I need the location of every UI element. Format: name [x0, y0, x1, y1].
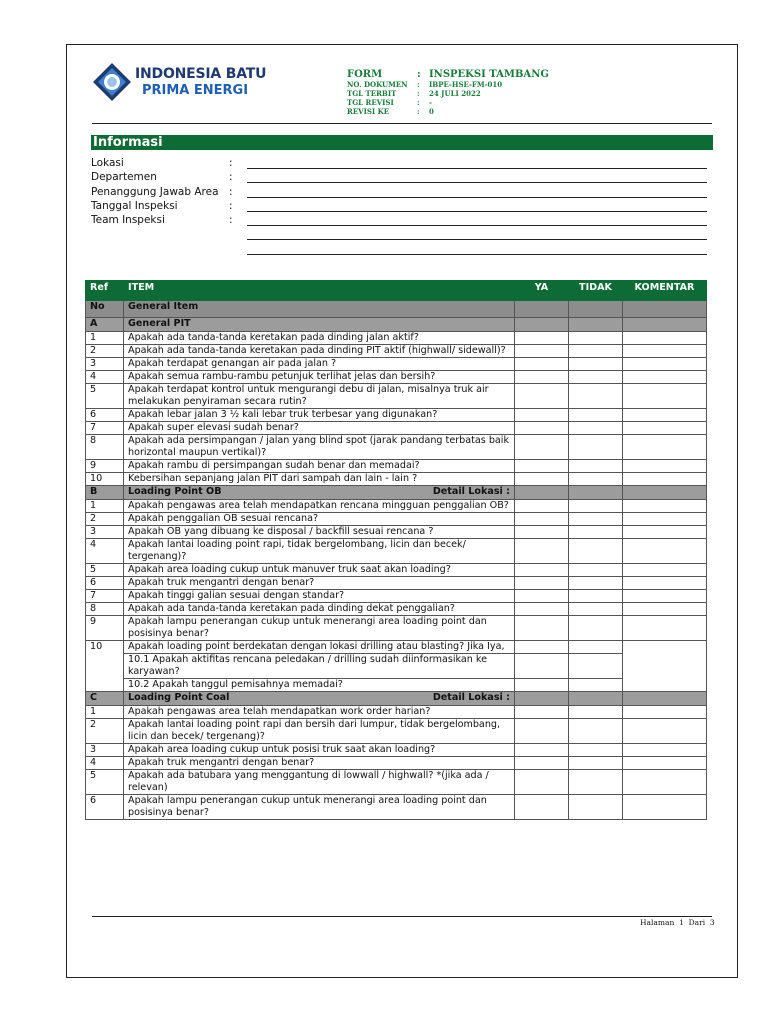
tidak-checkbox-cell[interactable]: [569, 526, 623, 539]
komentar-cell[interactable]: [623, 641, 707, 692]
row-ref: 6: [86, 577, 124, 590]
row-ref: 1: [86, 706, 124, 719]
info-colon: :: [229, 199, 233, 212]
section-title-informasi: Informasi: [91, 135, 713, 150]
row-question: Apakah lantai loading point rapi, tidak bergelombang, licin dan becek/ tergenang)?: [124, 539, 515, 564]
checklist-row: [86, 706, 707, 719]
checklist-row: [86, 422, 707, 435]
row-question: Apakah penggalian OB sesuai rencana?: [124, 513, 515, 526]
section-komentar: [623, 318, 707, 332]
komentar-cell[interactable]: [623, 358, 707, 371]
section-ya: [515, 486, 569, 500]
tidak-checkbox-cell[interactable]: [569, 719, 623, 744]
checklist-row: [86, 513, 707, 526]
row-ref: 2: [86, 513, 124, 526]
tidak-checkbox-cell[interactable]: [569, 513, 623, 526]
checklist-row: [86, 577, 707, 590]
row-question: Apakah pengawas area telah mendapatkan work order harian?: [124, 706, 515, 719]
section-tidak: [569, 692, 623, 706]
info-row-lokasi: [91, 157, 711, 171]
checklist-row: [86, 332, 707, 345]
ya-checkbox-cell[interactable]: [515, 706, 569, 719]
komentar-cell[interactable]: [623, 795, 707, 820]
doc-info-sep: :: [417, 80, 420, 89]
checklist-body: [86, 281, 707, 820]
row-question: Apakah lebar jalan 3 ½ kali lebar truk terbesar yang digunakan?: [124, 409, 515, 422]
komentar-cell[interactable]: [623, 422, 707, 435]
section-ya: [515, 692, 569, 706]
ya-checkbox-cell[interactable]: [515, 757, 569, 770]
section-ref: A: [86, 318, 124, 332]
tidak-checkbox-cell[interactable]: [569, 422, 623, 435]
ya-checkbox-cell[interactable]: [515, 603, 569, 616]
section-title: General PIT: [128, 318, 191, 329]
footer-divider: [92, 916, 712, 917]
document-info: [347, 69, 549, 116]
checklist-row: [86, 719, 707, 744]
row-ref: 9: [86, 460, 124, 473]
doc-info-value: 0: [429, 107, 434, 116]
section-title-cell: [124, 318, 515, 332]
section-komentar: [623, 692, 707, 706]
tidak-checkbox-cell[interactable]: [569, 616, 623, 641]
komentar-cell[interactable]: [623, 706, 707, 719]
row-subquestion: 10.1 Apakah aktifitas rencana peledakan / drilling sudah diinformasikan ke karyawan?: [124, 654, 515, 679]
row-ref: 10: [86, 473, 124, 486]
row-ref: 7: [86, 422, 124, 435]
row-question: Apakah semua rambu-rambu petunjuk terlihat jelas dan bersih?: [124, 371, 515, 384]
doc-info-row: [347, 89, 549, 98]
row-question: Apakah ada tanda-tanda keretakan pada dinding dekat penggalian?: [124, 603, 515, 616]
section-tidak: [569, 486, 623, 500]
row-question: Apakah pengawas area telah mendapatkan rencana mingguan penggalian OB?: [124, 500, 515, 513]
header-ref: Ref: [86, 281, 124, 301]
row-question: Apakah truk mengantri dengan benar?: [124, 577, 515, 590]
doc-info-key: TGL REVISI: [347, 98, 394, 107]
row-ref: 4: [86, 371, 124, 384]
tidak-checkbox-cell[interactable]: [569, 654, 623, 679]
checklist-row: [86, 590, 707, 603]
ya-checkbox-cell[interactable]: [515, 371, 569, 384]
row-question: Apakah ada tanda-tanda keretakan pada dinding jalan aktif?: [124, 332, 515, 345]
checklist-row: [86, 795, 707, 820]
general-ref: No: [86, 301, 124, 318]
komentar-cell[interactable]: [623, 371, 707, 384]
komentar-cell[interactable]: [623, 577, 707, 590]
row-ref: 9: [86, 616, 124, 641]
row-question: Apakah area loading cukup untuk manuver truk saat akan loading?: [124, 564, 515, 577]
fill-in-line[interactable]: [247, 239, 707, 240]
header-komentar: KOMENTAR: [623, 281, 707, 301]
komentar-cell[interactable]: [623, 616, 707, 641]
ya-checkbox-cell[interactable]: [515, 744, 569, 757]
general-tidak: [569, 301, 623, 318]
row-ref: 3: [86, 358, 124, 371]
table-header-row: [86, 281, 707, 301]
row-ref: 6: [86, 795, 124, 820]
section-title: Loading Point Coal: [128, 692, 230, 703]
info-colon: :: [229, 185, 233, 198]
row-ref: 6: [86, 409, 124, 422]
row-question: Apakah tinggi galian sesuai dengan standar?: [124, 590, 515, 603]
header-item: ITEM: [124, 281, 515, 301]
tidak-checkbox-cell[interactable]: [569, 473, 623, 486]
doc-info-row: [347, 80, 549, 89]
komentar-cell[interactable]: [623, 526, 707, 539]
row-ref: 5: [86, 770, 124, 795]
info-label: Departemen: [91, 171, 157, 184]
komentar-cell[interactable]: [623, 435, 707, 460]
ya-checkbox-cell[interactable]: [515, 473, 569, 486]
ya-checkbox-cell[interactable]: [515, 384, 569, 409]
detail-lokasi-label: Detail Lokasi :: [432, 486, 510, 497]
tidak-checkbox-cell[interactable]: [569, 358, 623, 371]
ya-checkbox-cell[interactable]: [515, 526, 569, 539]
general-item-title: General Item: [124, 301, 515, 318]
row-question: Apakah area loading cukup untuk posisi truk saat akan loading?: [124, 744, 515, 757]
komentar-cell[interactable]: [623, 539, 707, 564]
komentar-cell[interactable]: [623, 332, 707, 345]
doc-info-value: INSPEKSI TAMBANG: [429, 69, 549, 80]
ya-checkbox-cell[interactable]: [515, 435, 569, 460]
checklist-row: [86, 744, 707, 757]
fill-in-line[interactable]: [247, 211, 707, 212]
doc-info-key: TGL TERBIT: [347, 89, 397, 98]
section-row: [86, 692, 707, 706]
checklist-row: [86, 770, 707, 795]
checklist-subrow: [86, 654, 707, 679]
info-row-extra: [91, 243, 711, 257]
ya-checkbox-cell[interactable]: [515, 460, 569, 473]
section-row: [86, 486, 707, 500]
checklist-row: [86, 500, 707, 513]
row-question: Apakah lampu penerangan cukup untuk menerangi area loading point dan posisinya benar?: [124, 795, 515, 820]
row-question: Apakah ada batubara yang menggantung di lowwall / highwall? *(jika ada / relevan): [124, 770, 515, 795]
info-row-extra: [91, 228, 711, 242]
tidak-checkbox-cell[interactable]: [569, 539, 623, 564]
checklist-row: [86, 616, 707, 641]
tidak-checkbox-cell[interactable]: [569, 744, 623, 757]
page-number: 1: [679, 918, 684, 927]
row-question: Apakah ada persimpangan / jalan yang blind spot (jarak pandang terbatas baik horizontal maupun vertikal)?: [124, 435, 515, 460]
checklist-row: [86, 409, 707, 422]
section-ref: C: [86, 692, 124, 706]
tidak-checkbox-cell[interactable]: [569, 564, 623, 577]
ya-checkbox-cell[interactable]: [515, 770, 569, 795]
info-row-departemen: [91, 171, 711, 185]
tidak-checkbox-cell[interactable]: [569, 679, 623, 692]
tidak-checkbox-cell[interactable]: [569, 500, 623, 513]
checklist-row: [86, 641, 707, 654]
page-total: 3: [709, 918, 715, 927]
checklist-row: [86, 757, 707, 770]
doc-info-key: NO. DOKUMEN: [347, 80, 408, 89]
tidak-checkbox-cell[interactable]: [569, 757, 623, 770]
doc-info-value: -: [429, 98, 432, 107]
page-indicator: [640, 918, 715, 927]
row-question: Apakah OB yang dibuang ke disposal / backfill sesuai rencana ?: [124, 526, 515, 539]
ya-checkbox-cell[interactable]: [515, 795, 569, 820]
komentar-cell[interactable]: [623, 744, 707, 757]
company-name-line2: PRIMA ENERGI: [142, 83, 249, 98]
info-label: Lokasi: [91, 157, 124, 169]
header-tidak: TIDAK: [569, 281, 623, 301]
info-label: Team Inspeksi: [91, 214, 165, 227]
doc-info-row: [347, 107, 549, 116]
tidak-checkbox-cell[interactable]: [569, 706, 623, 719]
fill-in-line[interactable]: [247, 254, 707, 255]
doc-info-row: [347, 98, 549, 107]
tidak-checkbox-cell[interactable]: [569, 371, 623, 384]
ya-checkbox-cell[interactable]: [515, 358, 569, 371]
checklist-row: [86, 473, 707, 486]
row-ref: 7: [86, 590, 124, 603]
tidak-checkbox-cell[interactable]: [569, 345, 623, 358]
info-colon: :: [229, 214, 233, 227]
fill-in-line[interactable]: [247, 168, 707, 169]
doc-info-sep: :: [417, 107, 420, 116]
doc-info-value: 24 JULI 2022: [429, 89, 481, 98]
doc-info-sep: :: [417, 98, 420, 107]
doc-info-value: IBPE-HSE-FM-010: [429, 80, 503, 89]
ya-checkbox-cell[interactable]: [515, 513, 569, 526]
tidak-checkbox-cell[interactable]: [569, 384, 623, 409]
section-row: [86, 318, 707, 332]
section-ref: B: [86, 486, 124, 500]
info-row-team: [91, 214, 711, 228]
ya-checkbox-cell[interactable]: [515, 500, 569, 513]
info-row-tanggal: [91, 200, 711, 214]
tidak-checkbox-cell[interactable]: [569, 770, 623, 795]
doc-info-row: [347, 69, 549, 80]
doc-info-sep: :: [417, 89, 420, 98]
general-komentar: [623, 301, 707, 318]
row-question: Apakah truk mengantri dengan benar?: [124, 757, 515, 770]
komentar-cell[interactable]: [623, 590, 707, 603]
info-colon: :: [229, 157, 233, 169]
tidak-checkbox-cell[interactable]: [569, 460, 623, 473]
komentar-cell[interactable]: [623, 384, 707, 409]
header-ya: YA: [515, 281, 569, 301]
ya-checkbox-cell[interactable]: [515, 409, 569, 422]
row-ref: 1: [86, 500, 124, 513]
checklist-row: [86, 603, 707, 616]
section-title: Loading Point OB: [128, 486, 222, 497]
info-label: Tanggal Inspeksi: [91, 199, 178, 212]
info-fields: [91, 157, 711, 257]
row-question: Apakah loading point berdekatan dengan lokasi drilling atau blasting? Jika Iya,: [124, 641, 515, 654]
komentar-cell[interactable]: [623, 770, 707, 795]
row-question: Apakah terdapat kontrol untuk mengurangi debu di jalan, misalnya truk air melakukan penyiraman secara rutin?: [124, 384, 515, 409]
ya-checkbox-cell[interactable]: [515, 654, 569, 679]
page-label: Halaman: [640, 918, 675, 927]
checklist-row: [86, 460, 707, 473]
general-ya: [515, 301, 569, 318]
row-ref: 8: [86, 435, 124, 460]
komentar-cell[interactable]: [623, 719, 707, 744]
row-ref: 1: [86, 332, 124, 345]
section-tidak: [569, 318, 623, 332]
komentar-cell[interactable]: [623, 473, 707, 486]
komentar-cell[interactable]: [623, 513, 707, 526]
info-row-penanggung-jawab: [91, 186, 711, 200]
section-ya: [515, 318, 569, 332]
tidak-checkbox-cell[interactable]: [569, 332, 623, 345]
tidak-checkbox-cell[interactable]: [569, 409, 623, 422]
tidak-checkbox-cell[interactable]: [569, 577, 623, 590]
tidak-checkbox-cell[interactable]: [569, 641, 623, 654]
row-ref: 4: [86, 539, 124, 564]
komentar-cell[interactable]: [623, 460, 707, 473]
ya-checkbox-cell[interactable]: [515, 422, 569, 435]
ya-checkbox-cell[interactable]: [515, 332, 569, 345]
row-question: Apakah terdapat genangan air pada jalan ?: [124, 358, 515, 371]
page-of-label: Dari: [688, 918, 706, 927]
row-question: Kebersihan sepanjang jalan PIT dari sampah dan lain - lain ?: [124, 473, 515, 486]
company-name-line1: INDONESIA BATU: [135, 66, 267, 82]
ya-checkbox-cell[interactable]: [515, 345, 569, 358]
ya-checkbox-cell[interactable]: [515, 679, 569, 692]
fill-in-line[interactable]: [247, 197, 707, 198]
checklist-row: [86, 526, 707, 539]
checklist-row: [86, 358, 707, 371]
checklist-row: [86, 345, 707, 358]
row-question: Apakah lampu penerangan cukup untuk menerangi area loading point dan posisinya benar?: [124, 616, 515, 641]
row-question: Apakah rambu di persimpangan sudah benar dan memadai?: [124, 460, 515, 473]
fill-in-line[interactable]: [247, 182, 707, 183]
ya-checkbox-cell[interactable]: [515, 564, 569, 577]
row-ref: 10: [86, 641, 124, 692]
row-subquestion: 10.2 Apakah tanggul pemisahnya memadai?: [124, 679, 515, 692]
info-colon: :: [229, 171, 233, 184]
fill-in-line[interactable]: [247, 225, 707, 226]
company-logo: [92, 62, 132, 102]
komentar-cell[interactable]: [623, 345, 707, 358]
checklist-row: [86, 435, 707, 460]
general-item-row: [86, 301, 707, 318]
header-divider: [92, 123, 712, 124]
ya-checkbox-cell[interactable]: [515, 577, 569, 590]
section-komentar: [623, 486, 707, 500]
tidak-checkbox-cell[interactable]: [569, 795, 623, 820]
row-question: Apakah ada tanda-tanda keretakan pada dinding PIT aktif (highwall/ sidewall)?: [124, 345, 515, 358]
komentar-cell[interactable]: [623, 757, 707, 770]
checklist-row: [86, 384, 707, 409]
section-title-cell: [124, 692, 515, 706]
komentar-cell[interactable]: [623, 500, 707, 513]
doc-info-key: FORM: [347, 69, 383, 80]
ya-checkbox-cell[interactable]: [515, 719, 569, 744]
section-title-cell: [124, 486, 515, 500]
tidak-checkbox-cell[interactable]: [569, 603, 623, 616]
checklist-subrow: [86, 679, 707, 692]
row-ref: 8: [86, 603, 124, 616]
row-question: Apakah lantai loading point rapi dan bersih dari lumpur, tidak bergelombang, licin dan becek/ tergenang)?: [124, 719, 515, 744]
ya-checkbox-cell[interactable]: [515, 539, 569, 564]
row-ref: 2: [86, 719, 124, 744]
komentar-cell[interactable]: [623, 603, 707, 616]
ya-checkbox-cell[interactable]: [515, 590, 569, 603]
komentar-cell[interactable]: [623, 409, 707, 422]
row-ref: 3: [86, 744, 124, 757]
row-ref: 5: [86, 384, 124, 409]
row-ref: 4: [86, 757, 124, 770]
checklist-row: [86, 371, 707, 384]
row-ref: 5: [86, 564, 124, 577]
doc-info-key: REVISI KE: [347, 107, 390, 116]
row-ref: 2: [86, 345, 124, 358]
tidak-checkbox-cell[interactable]: [569, 590, 623, 603]
doc-info-sep: :: [417, 69, 421, 80]
ya-checkbox-cell[interactable]: [515, 641, 569, 654]
ya-checkbox-cell[interactable]: [515, 616, 569, 641]
row-ref: 3: [86, 526, 124, 539]
komentar-cell[interactable]: [623, 564, 707, 577]
checklist-row: [86, 539, 707, 564]
inspection-checklist-table: [85, 280, 707, 820]
info-label: Penanggung Jawab Area: [91, 185, 219, 198]
detail-lokasi-label: Detail Lokasi :: [432, 692, 510, 703]
tidak-checkbox-cell[interactable]: [569, 435, 623, 460]
row-question: Apakah super elevasi sudah benar?: [124, 422, 515, 435]
checklist-row: [86, 564, 707, 577]
